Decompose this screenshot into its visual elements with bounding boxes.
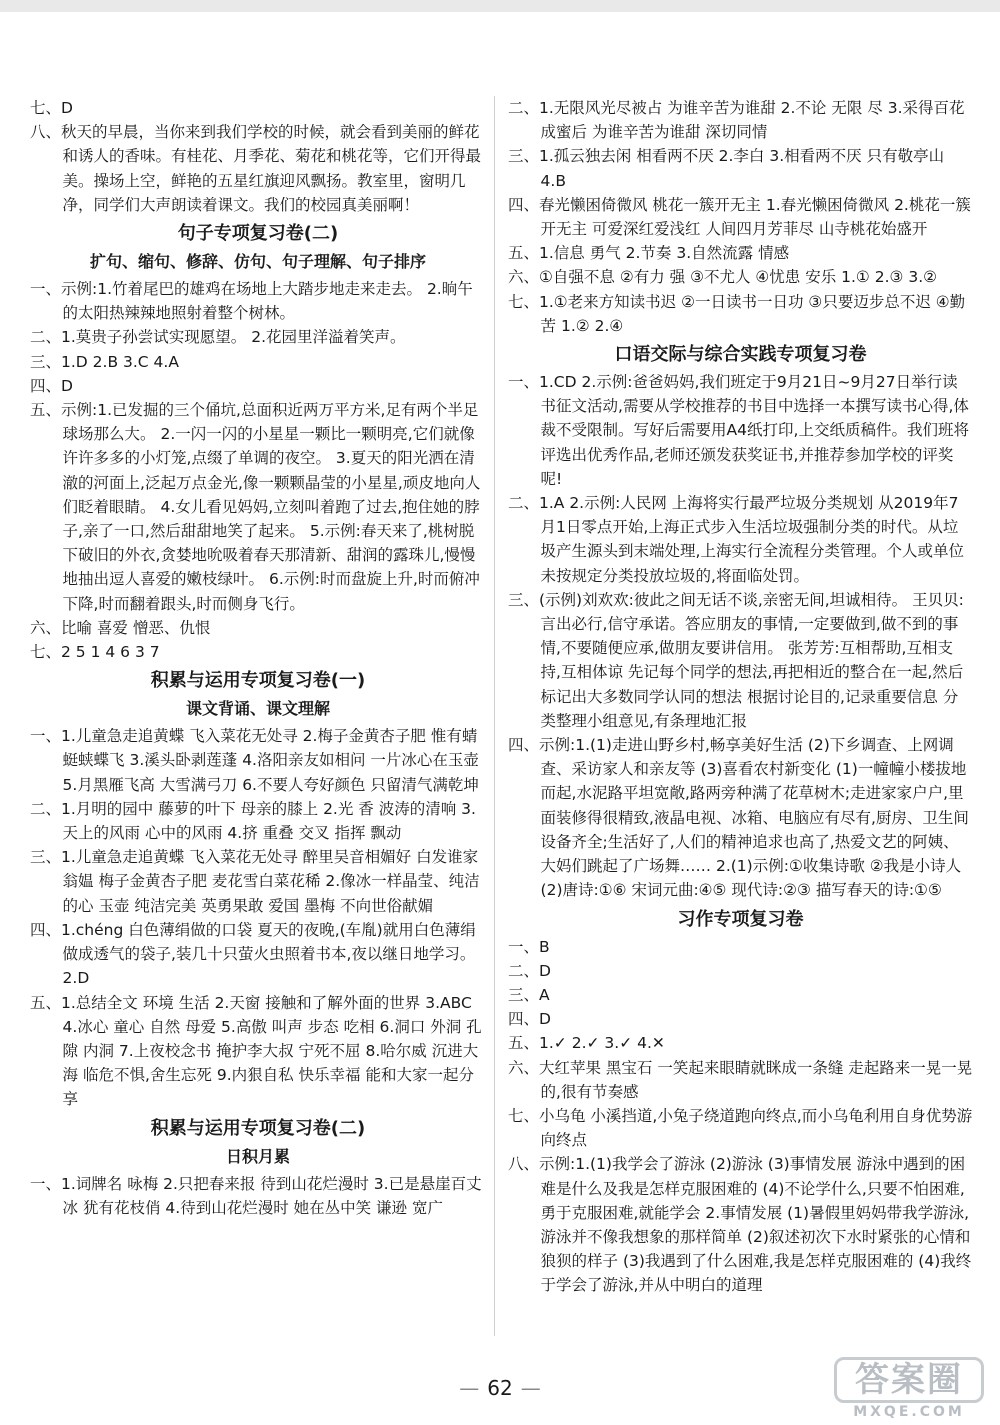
watermark-top: 答案圈 — [834, 1357, 984, 1403]
answer-item: 一、1.词牌名 咏梅 2.只把春来报 待到山花烂漫时 3.已是悬崖百丈冰 犹有花枝俏 4.待到山花烂漫时 她在丛中笑 谦逊 宽广 — [30, 1174, 482, 1217]
section-title-accumulation-2: 积累与运用专项复习卷(二) — [150, 1117, 366, 1139]
answer-item: 二、1.无限风光尽被占 为谁辛苦为谁甜 2.不论 无限 尽 3.采得百花成蜜后 为谁辛苦为谁甜 深切同情 — [508, 99, 965, 142]
answer-block-right-top — [508, 96, 973, 338]
answer-item: 八、秋天的早晨，当你来到我们学校的时候，就会看到美丽的鲜花和诱人的香味。有桂花、月季花、菊花和桃花等，它们开得最美。操场上空，鲜艳的五星红旗迎风飘扬。教室里，窗明几净，同学们大声朗读着课文。我们的校园真美丽啊！ — [30, 123, 482, 214]
page-number-text: 62 — [487, 1376, 513, 1400]
answer-item: 三、(示例)刘欢欢:彼此之间无话不谈,亲密无间,坦诚相待。 王贝贝:言出必行,信守承诺。答应朋友的事情,一定要做到,做不到的事情,不要随便应承,做朋友要讲信用。 张芳芳:互相帮助,互相支持,互相体谅 先记每个同学的想法,再把相近的整合在一起,然后标记出大多数同学认同的想法 根据讨论目的,记录重要信息 分类整理小组意见,有条理地汇报 — [508, 590, 964, 730]
answer-block-oral — [508, 370, 973, 902]
answer-block-writing — [508, 935, 973, 1298]
answer-item: 三、A — [508, 985, 550, 1004]
answer-item: 五、示例:1.已发掘的三个俑坑,总面积近两万平方米,足有两个半足球场那么大。 2.一闪一闪的小星星一颗比一颗明亮,它们就像许许多多的小灯笼,点缀了单调的夜空。 3.夏天的阳光洒在清澈的河面上,泛起万点金光,像一颗颗晶莹的小星星,顽皮地向人们眨着眼睛。 4.女儿看见妈妈,立刻叫着跑了过去,抱住她的脖子,亲了一口,然后甜甜地笑了起来。 5.示例:春天来了,桃树脱下破旧的外衣,贪婪地吮吸着春天那清新、甜润的露珠儿,慢慢地抽出逗人喜爱的嫩枝绿叶。 6.示例:时而盘旋上升,时而俯冲下降,时而翻着跟头,时而侧身飞行。 — [30, 401, 481, 613]
answer-item: 六、大红苹果 黑宝石 一笑起来眼睛就眯成一条缝 走起路来一晃一晃的,很有节奏感 — [508, 1058, 973, 1101]
left-column — [30, 96, 486, 1220]
page-dash-right: — — [520, 1376, 541, 1400]
answer-item: 四、D — [508, 1010, 551, 1029]
answer-item: 六、比喻 喜爱 憎恶、仇恨 — [30, 618, 211, 637]
answer-item: 四、D — [30, 376, 73, 395]
answer-block-sentences — [30, 277, 486, 664]
answer-item: 七、小乌龟 小溪挡道,小兔子绕道跑向终点,而小乌龟利用自身优势游向终点 — [508, 1106, 973, 1150]
answer-item: 一、1.CD 2.示例:爸爸妈妈,我们班定于9月21日~9月27日举行读书征文活动,需要从学校推荐的书目中选择一本撰写读书心得,体裁不受限制。写好后需要用A4纸打印,上交纸质稿件。我们班将评选出优秀作品,老师还颁发获奖证书,并推荐参加学校的评奖呢! — [508, 373, 969, 488]
answer-item: 三、1.孤云独去闲 相看两不厌 2.李白 3.相看两不厌 只有敬亭山 4.B — [508, 147, 945, 190]
page-dash-left: — — [459, 1376, 480, 1400]
answer-block-accumulation-2 — [30, 1172, 486, 1220]
answer-item: 二、1.A 2.示例:人民网 上海将实行最严垃圾分类规划 从2019年7月1日零点开始,上海正式步入生活垃圾强制分类的时代。从垃圾产生源头到末端处理,上海实行全流程分类管理。个人或单位未按规定分类投放垃圾的,将面临处罚。 — [508, 494, 964, 585]
answer-item: 二、D — [508, 961, 551, 980]
answer-item: 七、D — [30, 99, 73, 117]
answer-item: 七、2 5 1 4 6 3 7 — [30, 643, 160, 662]
answer-item: 二、1.月明的园中 藤萝的叶下 母亲的膝上 2.光 香 波涛的清响 3.天上的风雨 心中的风雨 4.挤 重叠 交叉 指挥 飘动 — [30, 799, 476, 843]
top-strip — [0, 0, 1000, 12]
answer-item: 八、示例:1.(1)我学会了游泳 (2)游泳 (3)事情发展 游泳中遇到的困难是什么及我是怎样克服困难的 (4)不论学什么,只要不怕困难,勇于克服困难,就能学会 2.事情发展 (1)暑假里妈妈带我学游泳,游泳并不像我想象的那样简单 (2)叙述初次下水时紧张的心情和狼狈的样子 (3)我遇到了什么困难,我是怎样克服困难的 (4)我终于学会了游泳,并从中明白的道理 — [508, 1155, 972, 1295]
answer-item: 一、1.儿童急走追黄蝶 飞入菜花无处寻 2.梅子金黄杏子肥 惟有蜻蜓蛱蝶飞 3.溪头卧剥莲蓬 4.洛阳亲友如相问 一片冰心在玉壶 5.月黑雁飞高 大雪满弓刀 6.不要人夸好颜色 只留清气满乾坤 — [30, 727, 479, 794]
answer-item: 四、示例:1.(1)走进山野乡村,畅享美好生活 (2)下乡调查、上网调查、采访家人和亲友等 (3)喜看农村新变化 (1)一幢幢小楼拔地而起,水泥路平坦宽敞,路两旁种满了花草树木;走进家家户户,里面装修得很精致,液晶电视、冰箱、电脑应有尽有,厨房、卫生间设备齐全;生活好了,人们的精神追求也高了,热爱文艺的阿姨、大妈们跳起了广场舞…… 2.(1)示例:①收集诗歌 ②我是小诗人 (2)唐诗:①⑥ 宋词元曲:④⑤ 现代诗:②③ 描写春天的诗:①⑤ — [508, 736, 969, 900]
answer-item: 七、1.①老来方知读书迟 ②一日读书一日功 ③只要迈步总不迟 ④勤 苦 1.② 2.④ — [508, 292, 966, 335]
answer-item: 三、1.儿童急走追黄蝶 飞入菜花无处寻 醉里吴音相媚好 白发谁家翁媪 梅子金黄杏子肥 麦花雪白菜花稀 2.像冰一样晶莹、纯洁的心 玉壶 纯洁完美 英勇果敢 爱国 墨梅 不向世俗献媚 — [30, 848, 480, 915]
section-subtitle-accumulation-1: 课文背诵、课文理解 — [185, 699, 330, 719]
right-column — [508, 96, 973, 1298]
answer-item: 五、1.信息 勇气 2.节奏 3.自然流露 情感 — [508, 244, 790, 263]
section-title-accumulation-1: 积累与运用专项复习卷(一) — [150, 670, 366, 692]
answer-block-left-top — [30, 96, 486, 217]
answer-item: 五、1.总结全文 环境 生活 2.天窗 接触和了解外面的世界 3.ABC 4.冰心 童心 自然 母爱 5.高傲 叫声 步态 吃相 6.洞口 外洞 孔隙 内洞 7.上夜校念书 掩护李大叔 宁死不屈 8.哈尔威 沉进大海 临危不惧,舍生忘死 9.内狠自私 快乐幸福 能和大家一起分享 — [30, 993, 482, 1109]
answer-item: 四、1.chéng 白色薄绢做的口袋 夏天的夜晚,(车胤)就用白色薄绢做成透气的袋子,装几十只萤火虫照着书本,夜以继日地学习。 2.D — [30, 920, 476, 988]
column-divider — [494, 96, 495, 1336]
section-title-sentences: 句子专项复习卷(二) — [177, 223, 339, 245]
answer-item: 一、示例:1.竹着尾巴的雄鸡在场地上大踏步地走来走去。 2.晌午的太阳热辣辣地照射着整个树林。 — [30, 280, 473, 323]
answer-item: 一、B — [508, 937, 550, 956]
section-subtitle-accumulation-2: 日积月累 — [225, 1146, 290, 1166]
answer-item: 六、①自强不息 ②有力 强 ③不尤人 ④忧患 安乐 1.① 2.③ 3.② — [508, 268, 938, 287]
answer-item: 二、1.莫贵子孙尝试实现愿望。 2.花园里洋溢着笑声。 — [30, 328, 406, 347]
watermark-logo — [834, 1357, 984, 1419]
section-subtitle-sentences: 扩句、缩句、修辞、仿句、句子理解、句子排序 — [89, 252, 426, 272]
section-title-oral: 口语交际与综合实践专项复习卷 — [614, 344, 867, 366]
answer-item: 三、1.D 2.B 3.C 4.A — [30, 352, 179, 371]
answer-block-accumulation-1 — [30, 724, 486, 1111]
watermark-bottom: MXQE.COM — [853, 1404, 965, 1420]
answer-item: 五、1.✓ 2.✓ 3.✓ 4.✕ — [508, 1034, 665, 1053]
section-title-writing: 习作专项复习卷 — [677, 908, 804, 930]
answer-item: 四、春光懒困倚微风 桃花一簇开无主 1.春光懒困倚微风 2.桃花一簇开无主 可爱深红爱浅红 人间四月芳菲尽 山寺桃花始盛开 — [508, 195, 971, 239]
